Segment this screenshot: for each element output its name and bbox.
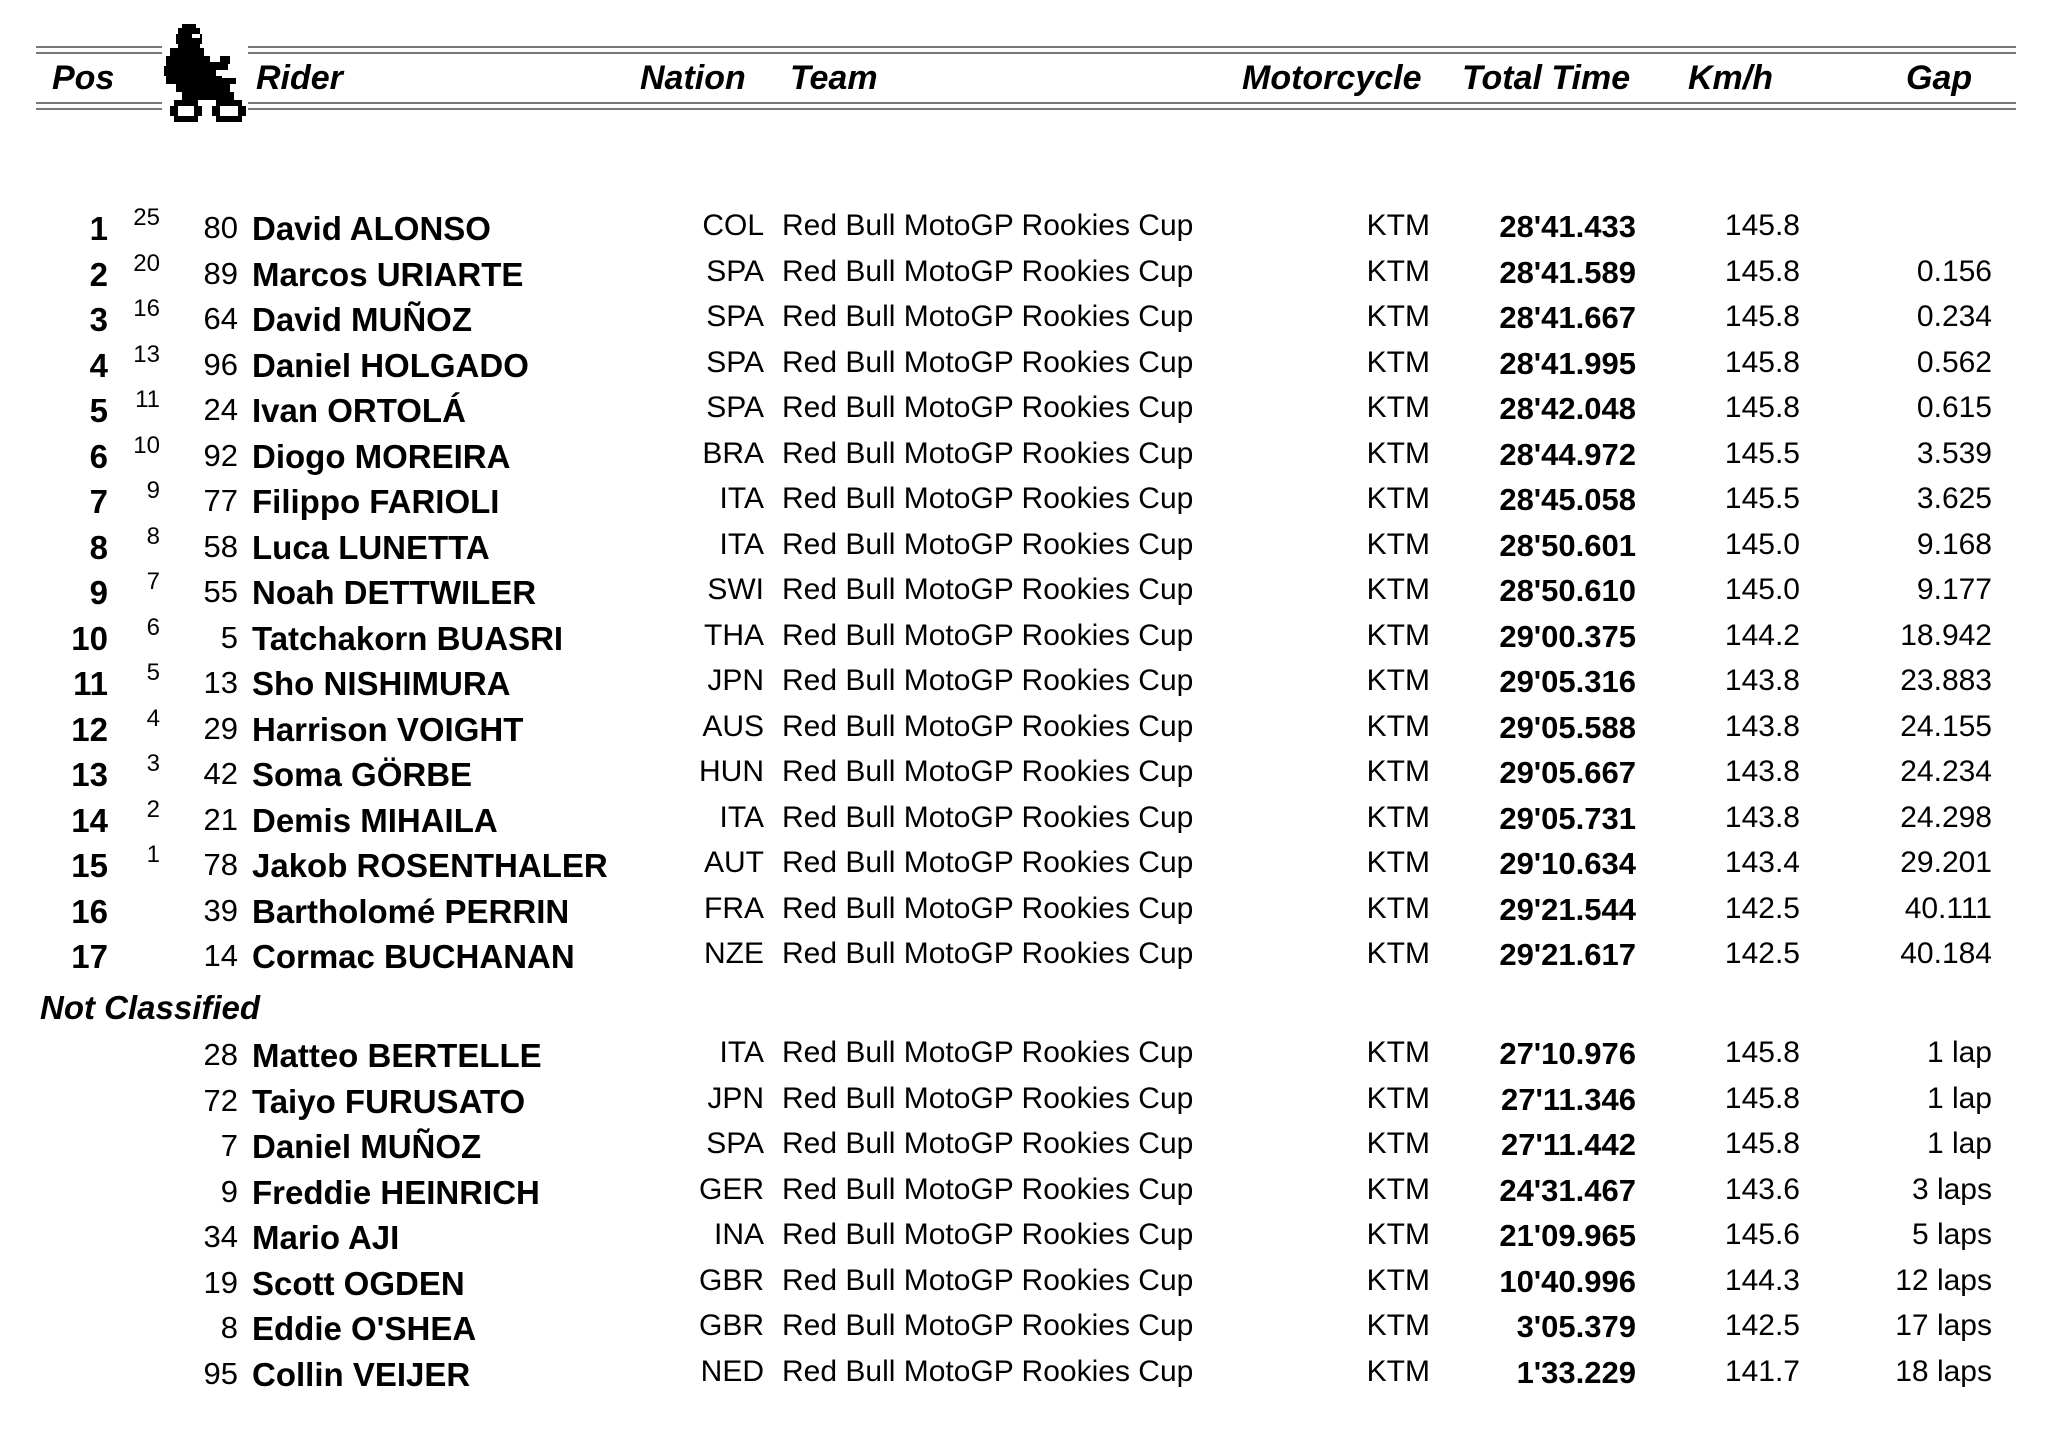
- result-row: [0, 294, 2048, 340]
- speed-kmh: 145.8: [1724, 1036, 1800, 1069]
- rider-number: 8: [220, 1310, 238, 1345]
- gap: 3.625: [1916, 482, 1992, 515]
- rider-name: Matteo BERTELLE: [252, 1037, 542, 1074]
- header-motorcycle: Motorcycle: [1242, 59, 1422, 97]
- team: Red Bull MotoGP Rookies Cup: [782, 664, 1194, 697]
- nation: SPA: [706, 1127, 764, 1160]
- nation: JPN: [707, 664, 764, 697]
- motorcycle: KTM: [1366, 482, 1430, 515]
- total-time: 28'41.667: [1499, 300, 1636, 335]
- position: 8: [89, 528, 108, 566]
- gap: 3 laps: [1911, 1172, 1992, 1206]
- gap: 40.111: [1904, 891, 1992, 925]
- total-time: 21'09.965: [1499, 1218, 1636, 1253]
- speed-kmh: 142.5: [1724, 891, 1800, 925]
- motorcycle-rider-icon: [162, 20, 248, 124]
- rider-number: 96: [203, 346, 238, 382]
- team: Red Bull MotoGP Rookies Cup: [782, 573, 1194, 606]
- speed-kmh: 143.8: [1724, 755, 1800, 788]
- points: 2: [146, 795, 160, 823]
- nation: NED: [700, 1354, 764, 1388]
- position: 16: [71, 892, 108, 930]
- result-row: [0, 1258, 2048, 1304]
- rider-name: Sho NISHIMURA: [252, 665, 511, 702]
- points: 25: [133, 204, 160, 231]
- nation: AUT: [704, 846, 764, 879]
- team: Red Bull MotoGP Rookies Cup: [782, 937, 1194, 970]
- speed-kmh: 145.0: [1724, 573, 1800, 606]
- total-time: 27'11.346: [1501, 1081, 1636, 1117]
- motorcycle: KTM: [1366, 1081, 1430, 1115]
- position: 9: [89, 574, 108, 611]
- nation: AUS: [702, 709, 764, 743]
- nation: GBR: [698, 1263, 764, 1297]
- position: 2: [89, 255, 108, 293]
- speed-kmh: 145.5: [1724, 482, 1800, 515]
- team: Red Bull MotoGP Rookies Cup: [782, 391, 1194, 424]
- rider-name: Luca LUNETTA: [252, 528, 490, 566]
- rider-name: David ALONSO: [252, 210, 491, 247]
- rider-number: 72: [203, 1082, 238, 1118]
- speed-kmh: 145.8: [1724, 345, 1800, 379]
- points: 11: [135, 386, 160, 413]
- points: 5: [146, 659, 160, 686]
- rider-number: 89: [203, 255, 238, 291]
- speed-kmh: 145.8: [1724, 1081, 1800, 1115]
- header-rule-bottom-1: [36, 102, 2016, 104]
- gap: 0.156: [1916, 254, 1992, 288]
- nation: ITA: [719, 1036, 764, 1069]
- team: Red Bull MotoGP Rookies Cup: [782, 1218, 1194, 1251]
- rider-name: Marcos URIARTE: [252, 255, 524, 293]
- rider-number: 39: [203, 892, 238, 928]
- result-row: [0, 704, 2048, 750]
- points: 4: [146, 704, 160, 732]
- result-row: [0, 886, 2048, 932]
- rider-name: Harrison VOIGHT: [252, 710, 524, 748]
- gap: 5 laps: [1911, 1218, 1992, 1251]
- team: Red Bull MotoGP Rookies Cup: [782, 1081, 1194, 1115]
- position: 5: [89, 392, 108, 429]
- rider-number: 80: [203, 210, 238, 245]
- speed-kmh: 145.0: [1724, 527, 1800, 561]
- motorcycle: KTM: [1366, 391, 1430, 424]
- motorcycle: KTM: [1366, 618, 1430, 652]
- speed-kmh: 143.6: [1724, 1172, 1800, 1206]
- motorcycle: KTM: [1366, 1263, 1430, 1297]
- points: 20: [133, 249, 160, 277]
- position: 6: [89, 437, 108, 475]
- result-row: [0, 840, 2048, 886]
- team: Red Bull MotoGP Rookies Cup: [782, 846, 1194, 879]
- nation: SPA: [706, 254, 764, 288]
- total-time: 28'41.995: [1499, 345, 1636, 381]
- gap: 24.155: [1900, 709, 1992, 743]
- rider-number: 34: [203, 1219, 238, 1254]
- total-time: 24'31.467: [1499, 1172, 1636, 1208]
- gap: 9.177: [1916, 573, 1992, 606]
- points: 13: [133, 340, 160, 368]
- header-rider: Rider: [256, 59, 343, 97]
- rider-name: Eddie O'SHEA: [252, 1310, 477, 1347]
- motorcycle: KTM: [1366, 937, 1430, 970]
- motorcycle: KTM: [1366, 1172, 1430, 1206]
- gap: 1 lap: [1926, 1081, 1992, 1115]
- nation: ITA: [719, 482, 764, 515]
- gap: 17 laps: [1895, 1309, 1992, 1342]
- rider-name: Freddie HEINRICH: [252, 1173, 540, 1211]
- team: Red Bull MotoGP Rookies Cup: [782, 209, 1194, 242]
- rider-name: Daniel HOLGADO: [252, 346, 529, 384]
- points: [116, 878, 160, 924]
- motorcycle: KTM: [1366, 664, 1430, 697]
- motorcycle: KTM: [1366, 300, 1430, 333]
- nation: NZE: [704, 937, 764, 970]
- gap: 29.201: [1900, 846, 1992, 879]
- gap: 3.539: [1916, 436, 1992, 470]
- result-row: [0, 522, 2048, 568]
- motorcycle: KTM: [1366, 1036, 1430, 1069]
- result-row: [0, 613, 2048, 659]
- position: 10: [71, 619, 108, 657]
- speed-kmh: 145.8: [1724, 254, 1800, 288]
- total-time: 29'21.544: [1499, 891, 1636, 927]
- nation: SPA: [706, 300, 764, 333]
- team: Red Bull MotoGP Rookies Cup: [782, 755, 1194, 788]
- header-team: Team: [790, 59, 878, 97]
- position: 11: [73, 665, 108, 702]
- result-row: [0, 567, 2048, 613]
- total-time: 29'21.617: [1499, 937, 1636, 972]
- total-time: 28'50.601: [1499, 527, 1636, 563]
- total-time: 29'05.667: [1499, 755, 1636, 790]
- nation: SWI: [707, 573, 764, 606]
- gap: 0.562: [1916, 345, 1992, 379]
- motorcycle: KTM: [1366, 527, 1430, 561]
- points: 6: [146, 613, 160, 641]
- gap: 24.298: [1900, 800, 1992, 834]
- rider-name: Diogo MOREIRA: [252, 437, 511, 475]
- motorcycle: KTM: [1366, 1127, 1430, 1160]
- header-pos: Pos: [52, 59, 115, 97]
- result-row: [0, 476, 2048, 522]
- result-row: [0, 1167, 2048, 1213]
- rider-number: 19: [203, 1264, 238, 1300]
- position: 3: [89, 301, 108, 338]
- motorcycle: KTM: [1366, 254, 1430, 288]
- points: 8: [146, 522, 160, 550]
- team: Red Bull MotoGP Rookies Cup: [782, 618, 1194, 652]
- total-time: 28'41.589: [1499, 254, 1636, 290]
- speed-kmh: 145.8: [1724, 391, 1800, 424]
- points: 10: [133, 431, 160, 459]
- rider-name: Soma GÖRBE: [252, 756, 473, 793]
- rider-number: 14: [203, 938, 238, 973]
- team: Red Bull MotoGP Rookies Cup: [782, 527, 1194, 561]
- team: Red Bull MotoGP Rookies Cup: [782, 1263, 1194, 1297]
- team: Red Bull MotoGP Rookies Cup: [782, 1309, 1194, 1342]
- rider-number: 55: [203, 574, 238, 609]
- nation: FRA: [704, 891, 764, 925]
- nation: SPA: [706, 391, 764, 424]
- team: Red Bull MotoGP Rookies Cup: [782, 254, 1194, 288]
- result-row: [0, 931, 2048, 977]
- speed-kmh: 143.4: [1724, 846, 1800, 879]
- position: 14: [71, 801, 108, 839]
- rider-number: 92: [203, 437, 238, 473]
- total-time: 28'42.048: [1499, 391, 1636, 426]
- team: Red Bull MotoGP Rookies Cup: [782, 1036, 1194, 1069]
- total-time: 28'44.972: [1499, 436, 1636, 472]
- speed-kmh: 145.8: [1724, 209, 1800, 242]
- result-row: [0, 1349, 2048, 1395]
- team: Red Bull MotoGP Rookies Cup: [782, 1172, 1194, 1206]
- header-rule-bottom-2: [36, 108, 2016, 110]
- gap: 1 lap: [1926, 1036, 1992, 1069]
- gap: 0.234: [1916, 300, 1992, 333]
- points: 1: [146, 841, 160, 868]
- result-row: [0, 795, 2048, 841]
- speed-kmh: 143.8: [1724, 664, 1800, 697]
- total-time: 28'45.058: [1499, 482, 1636, 517]
- nation: INA: [713, 1218, 764, 1251]
- rider-name: Tatchakorn BUASRI: [252, 619, 564, 657]
- header-rule-top-1: [36, 46, 2016, 48]
- nation: THA: [704, 618, 764, 652]
- total-time: 29'05.588: [1499, 709, 1636, 745]
- speed-kmh: 144.3: [1724, 1263, 1800, 1297]
- not-classified-heading: Not Classified: [40, 989, 261, 1026]
- motorcycle: KTM: [1366, 436, 1430, 470]
- rider-number: 95: [203, 1355, 238, 1391]
- result-row: [0, 749, 2048, 795]
- speed-kmh: 143.8: [1724, 709, 1800, 743]
- nation: ITA: [719, 527, 764, 561]
- points: 16: [133, 295, 160, 322]
- rider-number: 13: [203, 665, 238, 700]
- team: Red Bull MotoGP Rookies Cup: [782, 1127, 1194, 1160]
- total-time: 1'33.229: [1516, 1354, 1636, 1390]
- total-time: 10'40.996: [1499, 1263, 1636, 1299]
- total-time: 28'41.433: [1499, 209, 1636, 244]
- rider-name: Ivan ORTOLÁ: [252, 392, 466, 429]
- rider-number: 42: [203, 756, 238, 791]
- position: 4: [89, 346, 108, 384]
- speed-kmh: 144.2: [1724, 618, 1800, 652]
- result-row: [0, 340, 2048, 386]
- rider-number: 5: [220, 619, 238, 655]
- motorcycle: KTM: [1366, 709, 1430, 743]
- nation: HUN: [699, 755, 764, 788]
- total-time: 29'10.634: [1499, 846, 1636, 881]
- header-gap: Gap: [1906, 59, 1973, 97]
- header-kmh: Km/h: [1688, 59, 1773, 97]
- result-row: [0, 203, 2048, 249]
- rider-number: 58: [203, 528, 238, 564]
- nation: GBR: [698, 1309, 764, 1342]
- gap: 0.615: [1916, 391, 1992, 424]
- nation: COL: [702, 209, 764, 242]
- rider-name: Daniel MUÑOZ: [252, 1128, 482, 1165]
- gap: 9.168: [1916, 527, 1992, 561]
- rider-number: 9: [220, 1173, 238, 1209]
- team: Red Bull MotoGP Rookies Cup: [782, 300, 1194, 333]
- rider-name: Jakob ROSENTHALER: [252, 847, 608, 884]
- team: Red Bull MotoGP Rookies Cup: [782, 345, 1194, 379]
- result-row: [0, 1076, 2048, 1122]
- motorcycle: KTM: [1366, 1218, 1430, 1251]
- total-time: 29'05.316: [1499, 664, 1636, 699]
- points: 7: [146, 568, 160, 595]
- header-nation: Nation: [640, 59, 746, 97]
- rider-name: Bartholomé PERRIN: [252, 892, 570, 930]
- rider-name: Taiyo FURUSATO: [252, 1082, 526, 1120]
- speed-kmh: 142.5: [1724, 937, 1800, 970]
- team: Red Bull MotoGP Rookies Cup: [782, 436, 1194, 470]
- total-time: 29'00.375: [1499, 618, 1636, 654]
- gap: 23.883: [1900, 664, 1992, 697]
- team: Red Bull MotoGP Rookies Cup: [782, 709, 1194, 743]
- speed-kmh: 145.6: [1724, 1218, 1800, 1251]
- gap: 24.234: [1900, 755, 1992, 788]
- total-time: 29'05.731: [1499, 800, 1636, 836]
- position: 7: [89, 483, 108, 520]
- position: 13: [71, 756, 108, 793]
- motorcycle: KTM: [1366, 800, 1430, 834]
- nation: SPA: [706, 345, 764, 379]
- result-row: [0, 431, 2048, 477]
- rider-name: Scott OGDEN: [252, 1264, 465, 1302]
- points: [116, 923, 160, 969]
- rider-number: 78: [203, 847, 238, 882]
- speed-kmh: 145.8: [1724, 300, 1800, 333]
- rider-name: David MUÑOZ: [252, 301, 473, 338]
- rider-name: Noah DETTWILER: [252, 574, 537, 611]
- result-row: [0, 1121, 2048, 1167]
- speed-kmh: 145.5: [1724, 436, 1800, 470]
- position: 17: [71, 938, 108, 975]
- nation: GER: [698, 1172, 764, 1206]
- nation: JPN: [707, 1081, 764, 1115]
- motorcycle: KTM: [1366, 209, 1430, 242]
- gap: 1 lap: [1926, 1127, 1992, 1160]
- motorcycle: KTM: [1366, 1309, 1430, 1342]
- rider-name: Mario AJI: [252, 1219, 400, 1256]
- gap: [1820, 203, 1992, 249]
- motorcycle: KTM: [1366, 573, 1430, 606]
- header-total-time: Total Time: [1462, 59, 1631, 97]
- team: Red Bull MotoGP Rookies Cup: [782, 891, 1194, 925]
- result-row: [0, 1212, 2048, 1258]
- rider-number: 28: [203, 1037, 238, 1072]
- result-row: [0, 1030, 2048, 1076]
- gap: 40.184: [1900, 937, 1992, 970]
- motorcycle: KTM: [1366, 846, 1430, 879]
- team: Red Bull MotoGP Rookies Cup: [782, 800, 1194, 834]
- motorcycle: KTM: [1366, 1354, 1430, 1388]
- result-row: [0, 385, 2048, 431]
- total-time: 27'11.442: [1501, 1127, 1636, 1162]
- total-time: 27'10.976: [1499, 1036, 1636, 1071]
- motorcycle: KTM: [1366, 891, 1430, 925]
- rider-number: 24: [203, 392, 238, 427]
- rider-number: 29: [203, 710, 238, 746]
- nation: BRA: [702, 436, 764, 470]
- rider-number: 77: [203, 483, 238, 518]
- result-row: [0, 658, 2048, 704]
- result-row: [0, 249, 2048, 295]
- rider-name: Demis MIHAILA: [252, 801, 498, 839]
- gap: 12 laps: [1895, 1263, 1992, 1297]
- team: Red Bull MotoGP Rookies Cup: [782, 1354, 1194, 1388]
- motorcycle: KTM: [1366, 345, 1430, 379]
- rider-name: Filippo FARIOLI: [252, 483, 500, 520]
- speed-kmh: 142.5: [1724, 1309, 1800, 1342]
- gap: 18.942: [1900, 618, 1992, 652]
- position: 1: [89, 210, 108, 247]
- rider-name: Cormac BUCHANAN: [252, 938, 575, 975]
- team: Red Bull MotoGP Rookies Cup: [782, 482, 1194, 515]
- position: 12: [71, 710, 108, 748]
- total-time: 3'05.379: [1516, 1309, 1636, 1344]
- nation: ITA: [719, 800, 764, 834]
- points: 9: [146, 477, 160, 504]
- rider-number: 21: [203, 801, 238, 837]
- speed-kmh: 145.8: [1724, 1127, 1800, 1160]
- rider-number: 64: [203, 301, 238, 336]
- speed-kmh: 143.8: [1724, 800, 1800, 834]
- rider-name: Collin VEIJER: [252, 1355, 471, 1393]
- result-row: [0, 1303, 2048, 1349]
- gap: 18 laps: [1895, 1354, 1992, 1388]
- header-rule-top-2: [36, 52, 2016, 54]
- total-time: 28'50.610: [1499, 573, 1636, 608]
- rider-number: 7: [220, 1128, 238, 1163]
- motorcycle: KTM: [1366, 755, 1430, 788]
- points: 3: [146, 750, 160, 777]
- position: 15: [71, 847, 108, 884]
- speed-kmh: 141.7: [1724, 1354, 1800, 1388]
